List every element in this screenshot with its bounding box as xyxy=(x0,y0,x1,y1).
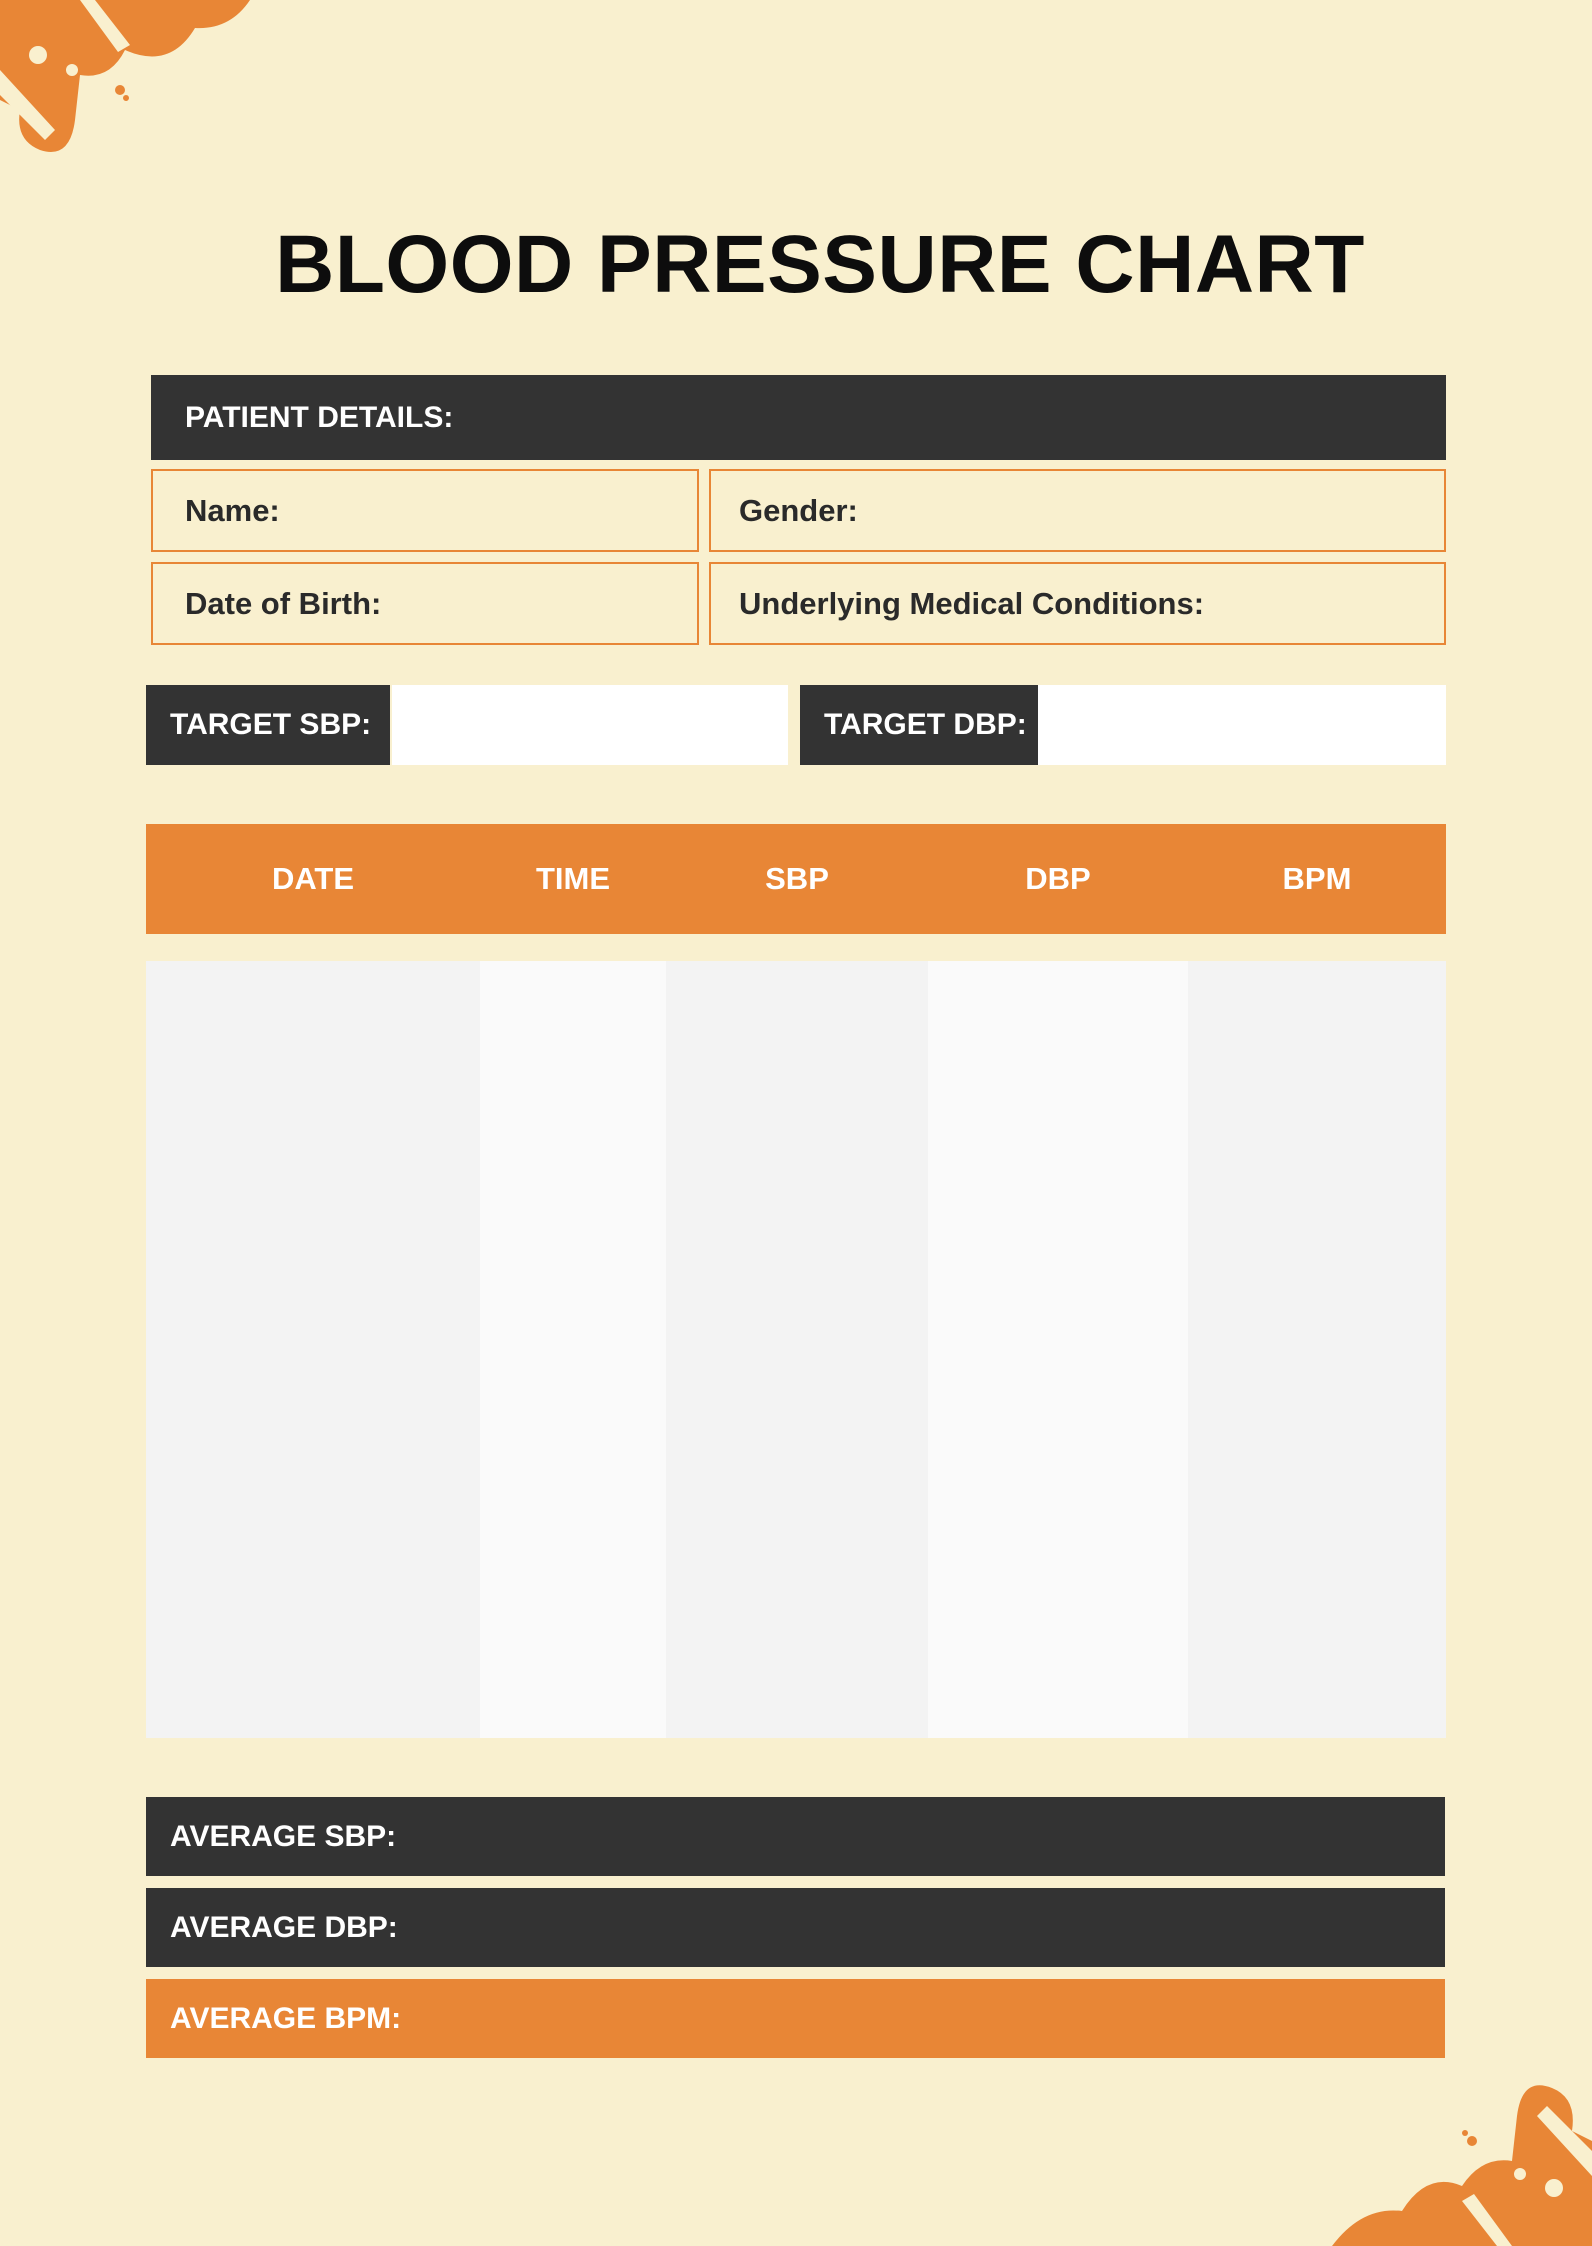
average-sbp-label: AVERAGE SBP: xyxy=(170,1820,397,1853)
medical-conditions-field[interactable] xyxy=(709,562,1446,645)
target-sbp-label: TARGET SBP: xyxy=(146,685,390,765)
average-sbp-row[interactable] xyxy=(146,1797,1445,1876)
bpm-column-cells[interactable] xyxy=(1188,961,1446,1738)
date-of-birth-field[interactable] xyxy=(151,562,699,645)
column-header-date: DATE xyxy=(271,861,355,896)
average-dbp-row[interactable] xyxy=(146,1888,1445,1967)
corner-splash-bottom-right xyxy=(1332,2076,1592,2246)
readings-table-header xyxy=(146,824,1446,934)
column-header-time: TIME xyxy=(535,861,611,896)
name-label: Name: xyxy=(185,493,280,528)
target-dbp-label: TARGET DBP: xyxy=(800,685,1038,765)
target-sbp-input[interactable] xyxy=(392,685,788,765)
gender-field[interactable] xyxy=(709,469,1446,552)
date-of-birth-label: Date of Birth: xyxy=(185,586,382,621)
target-dbp-input[interactable] xyxy=(1038,685,1446,765)
page-title: BLOOD PRESSURE CHART xyxy=(275,219,1365,310)
dbp-column-cells[interactable] xyxy=(928,961,1188,1738)
average-bpm-row[interactable] xyxy=(146,1979,1445,2058)
gender-label: Gender: xyxy=(739,493,858,528)
name-field[interactable] xyxy=(151,469,699,552)
column-header-dbp: DBP xyxy=(1025,861,1091,896)
date-column-cells[interactable] xyxy=(146,961,480,1738)
readings-table-body xyxy=(146,961,1446,1738)
sbp-column-cells[interactable] xyxy=(666,961,928,1738)
average-bpm-label: AVERAGE BPM: xyxy=(170,2002,402,2035)
patient-details-header: PATIENT DETAILS: xyxy=(151,375,1446,460)
time-column-cells[interactable] xyxy=(480,961,666,1738)
average-dbp-label: AVERAGE DBP: xyxy=(170,1911,398,1944)
corner-splash-top-left xyxy=(0,0,260,160)
column-header-bpm: BPM xyxy=(1282,861,1352,896)
column-header-sbp: SBP xyxy=(765,861,829,896)
medical-conditions-label: Underlying Medical Conditions: xyxy=(739,586,1205,621)
